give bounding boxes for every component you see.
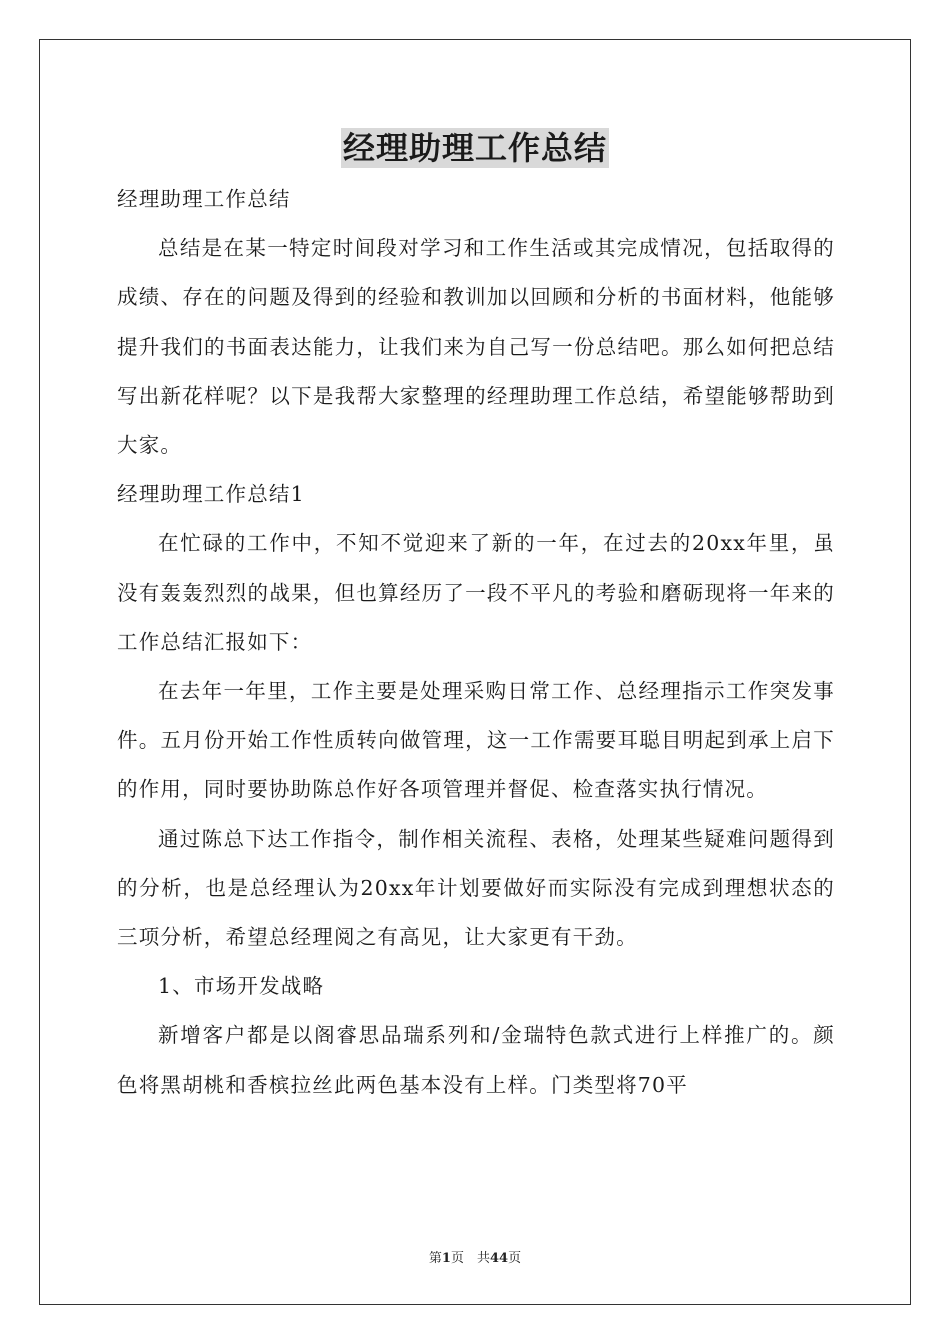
document-title: 经理助理工作总结 [342,129,607,167]
paragraph: 在去年一年里，工作主要是处理采购日常工作、总经理指示工作突发事件。五月份开始工作性质转向做管理，这一工作需要耳聪目明起到承上启下的作用，同时要协助陈总作好各项管理并督促、检查落实执行情况。 [117,679,835,802]
paragraph: 新增客户都是以阁睿思品瑞系列和/金瑞特色款式进行上样推广的。颜色将黑胡桃和香槟拉丝此两色基本没有上样。门类型将70平 [117,1023,835,1097]
paragraph: 经理助理工作总结 [117,187,291,211]
page-total: 44 [489,1251,509,1266]
paragraph: 通过陈总下达工作指令，制作相关流程、表格，处理某些疑难问题得到的分析，也是总经理认为20xx年计划要做好而实际没有完成到理想状态的三项分析，希望总经理阅之有高见，让大家更有干劲。 [117,826,835,950]
page-current: 1 [441,1251,451,1266]
page-footer [0,1247,950,1266]
paragraph: 总结是在某一特定时间段对学习和工作生活或其完成情况，包括取得的成绩、存在的问题及得到的经验和教训加以回顾和分析的书面材料，他能够提升我们的书面表达能力，让我们来为自己写一份总结吧。那么如何把总结写出新花样呢？以下是我帮大家整理的经理助理工作总结，希望能够帮助到大家。 [117,236,835,458]
paragraph: 1、市场开发战略 [158,974,325,999]
page-mid: 页 共 [450,1251,490,1266]
paragraph: 经理助理工作总结1 [117,482,305,507]
document-body [117,175,835,1110]
page-prefix: 第 [428,1251,442,1266]
title-container [0,128,950,168]
paragraph: 在忙碌的工作中，不知不觉迎来了新的一年，在过去的20xx年里，虽没有轰轰烈烈的战果，但也算经历了一段不平凡的考验和磨砺现将一年来的工作总结汇报如下： [117,531,835,654]
page-suffix: 页 [508,1251,522,1266]
